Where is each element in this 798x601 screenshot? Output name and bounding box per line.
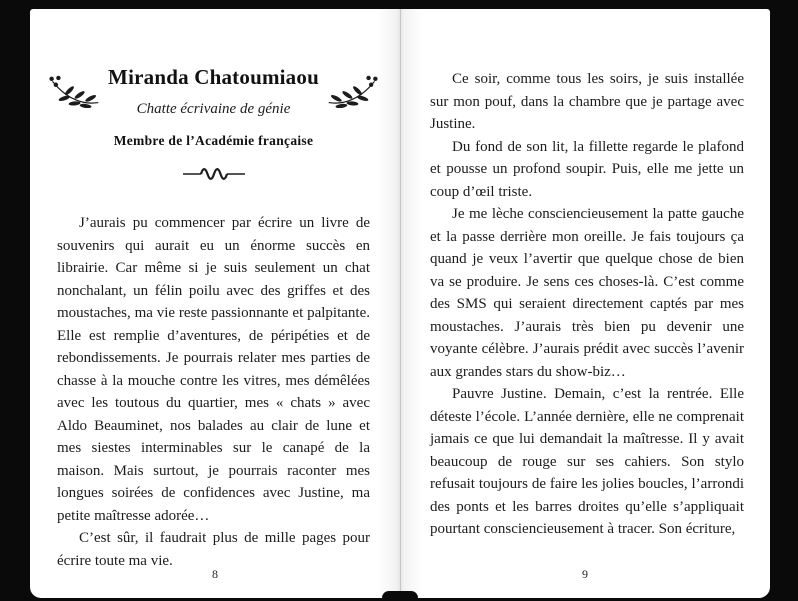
gutter-foot bbox=[382, 591, 418, 601]
left-page bbox=[30, 9, 400, 598]
paragraph: Pauvre Justine. Demain, c’est la rentrée. Elle déteste l’école. L’année dernière, elle ne comprenait jamais ce que lui demandait la maîtresse. Il y avait beaucoup de rouge sur ses cahiers. Son stylo refusait toujours de faire les jolies boucles, l’arrondi des ponts et les barres droites qu’elle s’appliquait pourtant consciencieusement à tracer. Son écriture, bbox=[430, 386, 744, 537]
page-affiliation: Membre de l’Académie française bbox=[113, 133, 314, 148]
squiggle-divider-icon bbox=[57, 166, 370, 187]
olive-branch-left-icon bbox=[44, 70, 100, 113]
paragraph: Je me lèche consciencieusement la patte gauche et la passe derrière mon oreille. Je fais toujours ça quand je veux l’avertir que quelque chose de bien va se produire. Je sens ces choses-là. C’est comme des SMS qui seraient directement captés par mes moustaches. J’aurais très bien pu devenir une voyante célèbre. J’aurais prédit avec succès l’avenir aux grandes stars du show-biz… bbox=[430, 206, 744, 380]
right-page-body bbox=[430, 9, 744, 541]
book-spread bbox=[30, 9, 770, 598]
left-page-body bbox=[57, 212, 370, 572]
page-number-left: 8 bbox=[212, 567, 218, 581]
page-subtitle: Chatte écrivaine de génie bbox=[136, 101, 291, 117]
paragraph: J’aurais pu commencer par écrire un livre de souvenirs qui aurait eu un énorme succès en librairie. Car même si je suis seulement un chat nonchalant, un félin poilu avec des griffes et des moustaches, ma vie reste passionnante et palpitante. Elle est remplie d’aventures, de péripéties et de rebondissements. Je pourrais relater mes parties de chasse à la mouche contre les vitres, mes démêlées avec les toutous du quartier, mes « chats » avec Aldo Beauminet, nos balades au clair de lune et mes siestes interminables sur le canapé de la maison. Mais surtout, je pourrais raconter mes longues soirées de confidences avec Justine, ma petite maîtresse adorée… bbox=[57, 215, 370, 524]
paragraph: C’est sûr, il faudrait plus de mille pages pour écrire toute ma vie. bbox=[57, 530, 370, 569]
right-page bbox=[400, 9, 770, 598]
chapter-header bbox=[57, 65, 370, 187]
olive-branch-right-icon bbox=[327, 70, 383, 113]
title-block bbox=[108, 65, 319, 118]
gutter-line bbox=[400, 9, 401, 598]
page-title: Miranda Chatoumiaou bbox=[108, 65, 319, 89]
paragraph: Du fond de son lit, la fillette regarde le plafond et pousse un profond soupir. Puis, elle me jette un coup d’œil triste. bbox=[430, 138, 744, 200]
paragraph: Ce soir, comme tous les soirs, je suis installée sur mon pouf, dans la chambre que je partage avec Justine. bbox=[430, 71, 744, 132]
page-number-right: 9 bbox=[582, 567, 588, 581]
title-row bbox=[57, 65, 370, 118]
